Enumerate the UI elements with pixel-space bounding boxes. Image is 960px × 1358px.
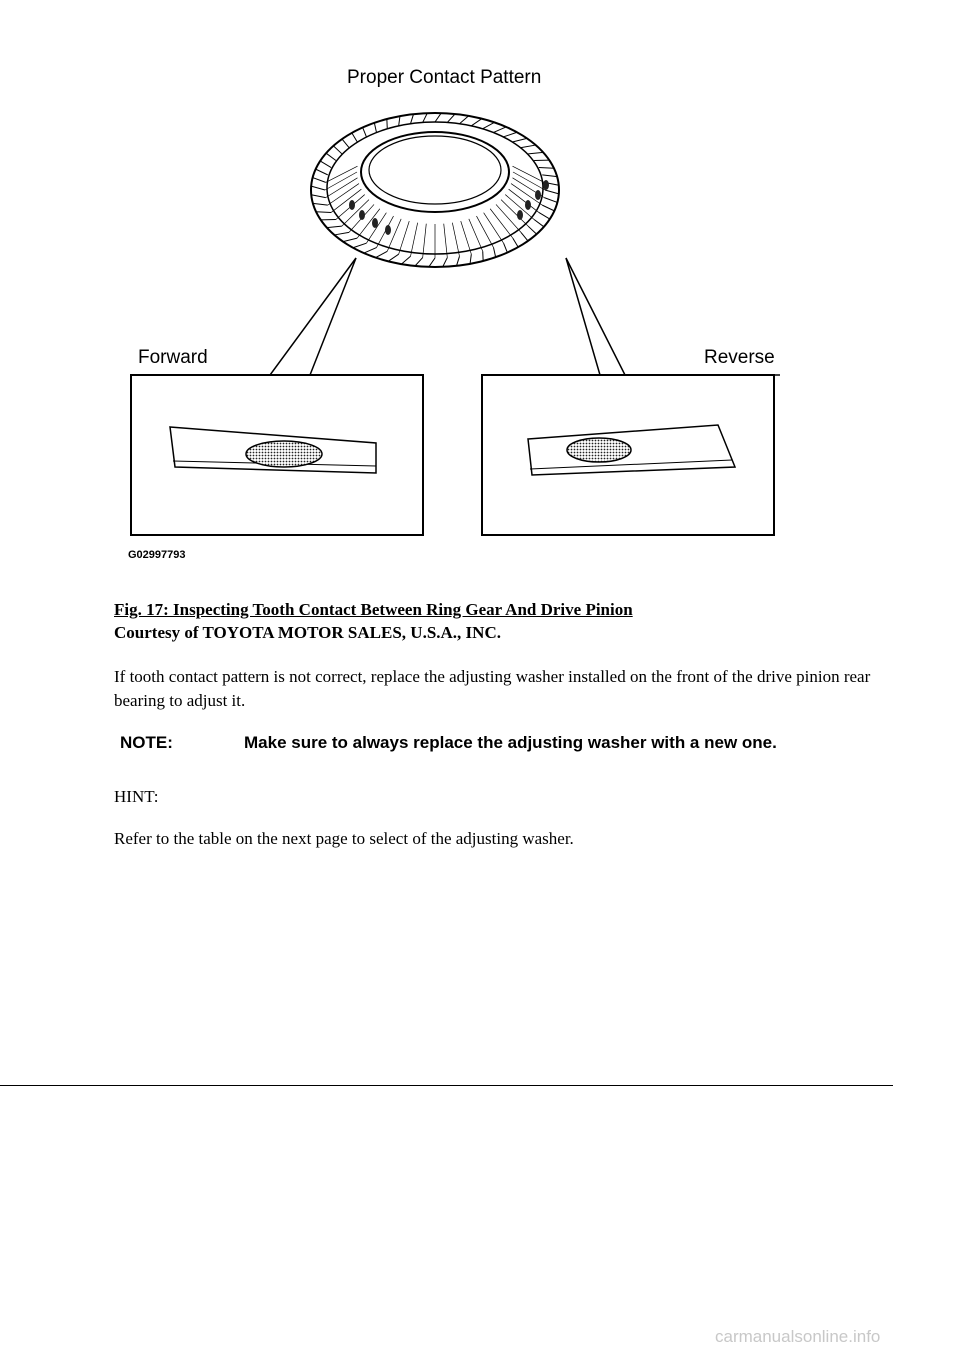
gear-tooth <box>521 232 528 241</box>
instruction-paragraph: If tooth contact pattern is not correct, replace the adjusting washer installed on the front of the drive pinion rear bearing to adjust it. <box>114 667 871 710</box>
gear-tooth <box>311 186 325 190</box>
contact-pattern-figure <box>120 55 800 570</box>
gear-tooth <box>376 251 388 257</box>
gear-tooth <box>411 114 414 124</box>
gear-tooth-face <box>342 200 369 227</box>
hint-label: HINT: <box>114 787 159 806</box>
gear-tooth-face <box>366 213 386 244</box>
forward-pattern-box <box>131 375 423 535</box>
gear-tooth-face <box>484 213 504 244</box>
ring-gear-drawing <box>311 113 559 267</box>
gear-tooth-face <box>501 200 528 227</box>
gear-tooth <box>447 114 455 122</box>
gear-tooth <box>545 190 559 194</box>
gear-tooth <box>513 138 527 142</box>
gear-tooth <box>534 220 544 227</box>
gear-tooth <box>521 145 536 148</box>
gear-tooth-face <box>461 221 472 254</box>
forward-contact-patch <box>246 441 322 467</box>
gear-tooth-face <box>452 223 459 257</box>
gear-tooth <box>528 152 543 153</box>
gear-tooth <box>363 127 367 136</box>
gear-tooth <box>316 212 331 213</box>
gear-tooth <box>528 226 536 234</box>
gear-tooth <box>542 205 554 211</box>
gear-tooth <box>374 123 376 133</box>
forward-label: Forward <box>138 347 208 368</box>
gear-tooth <box>539 212 550 219</box>
figure-title: Proper Contact Pattern <box>347 67 542 88</box>
gear-tooth <box>494 127 507 132</box>
gear-tooth <box>504 132 517 137</box>
gear-tooth-face <box>490 209 513 238</box>
gear-tooth <box>415 258 423 266</box>
gear-tooth-face <box>423 224 427 258</box>
gear-tooth <box>342 139 349 148</box>
gear-tooth <box>399 116 400 126</box>
gear-tooth <box>388 254 398 261</box>
gear-tooth <box>320 161 331 168</box>
reverse-pattern-box <box>482 375 774 535</box>
gear-tooth <box>429 258 435 267</box>
watermark: carmanualsonline.info <box>715 1327 881 1346</box>
gear-tooth <box>542 175 557 177</box>
gear-tooth <box>443 258 448 267</box>
hint-paragraph: Refer to the table on the next page to select of the adjusting washer. <box>114 829 574 848</box>
gear-tooth <box>334 232 349 235</box>
figure-code: G02997793 <box>128 549 186 561</box>
gear-tooth <box>471 119 481 126</box>
gear-tooth <box>539 168 554 169</box>
figure-courtesy: Courtesy of TOYOTA MOTOR SALES, U.S.A., INC. <box>114 623 501 642</box>
gear-tooth <box>470 254 471 264</box>
gear-tooth <box>333 146 341 154</box>
gear-tooth <box>483 122 495 128</box>
gear-tooth <box>313 203 328 205</box>
gear-tooth <box>401 256 410 264</box>
gear-tooth <box>316 169 328 175</box>
gear-tooth-face <box>399 221 410 254</box>
gear-tooth <box>311 195 325 198</box>
gear-tooth-face <box>496 204 521 232</box>
gear-tooth <box>494 248 496 258</box>
gear-tooth-face <box>411 223 418 257</box>
reverse-label: Reverse <box>704 347 775 368</box>
note-text: Make sure to always replace the adjusting washer with a new one. <box>244 733 777 752</box>
gear-tooth <box>457 256 460 266</box>
gear-tooth <box>423 113 428 122</box>
gear-tooth <box>504 243 508 252</box>
page-divider <box>0 1085 893 1086</box>
figure-caption: Fig. 17: Inspecting Tooth Contact Between Ring Gear And Drive Pinion <box>114 600 633 619</box>
gear-tooth <box>343 238 357 242</box>
gear-tooth <box>326 153 336 160</box>
note-label: NOTE: <box>120 733 173 752</box>
reverse-contact-patch <box>567 438 631 462</box>
gear-tooth <box>352 133 357 142</box>
gear-tooth <box>513 238 518 247</box>
gear-tooth <box>313 178 326 183</box>
gear-tooth <box>353 243 366 248</box>
gear-tooth-face <box>444 224 448 258</box>
gear-tooth <box>435 113 441 122</box>
gear-tooth <box>327 226 342 227</box>
gear-tooth <box>459 116 468 124</box>
gear-tooth <box>364 248 377 253</box>
gear-tooth <box>544 198 557 203</box>
